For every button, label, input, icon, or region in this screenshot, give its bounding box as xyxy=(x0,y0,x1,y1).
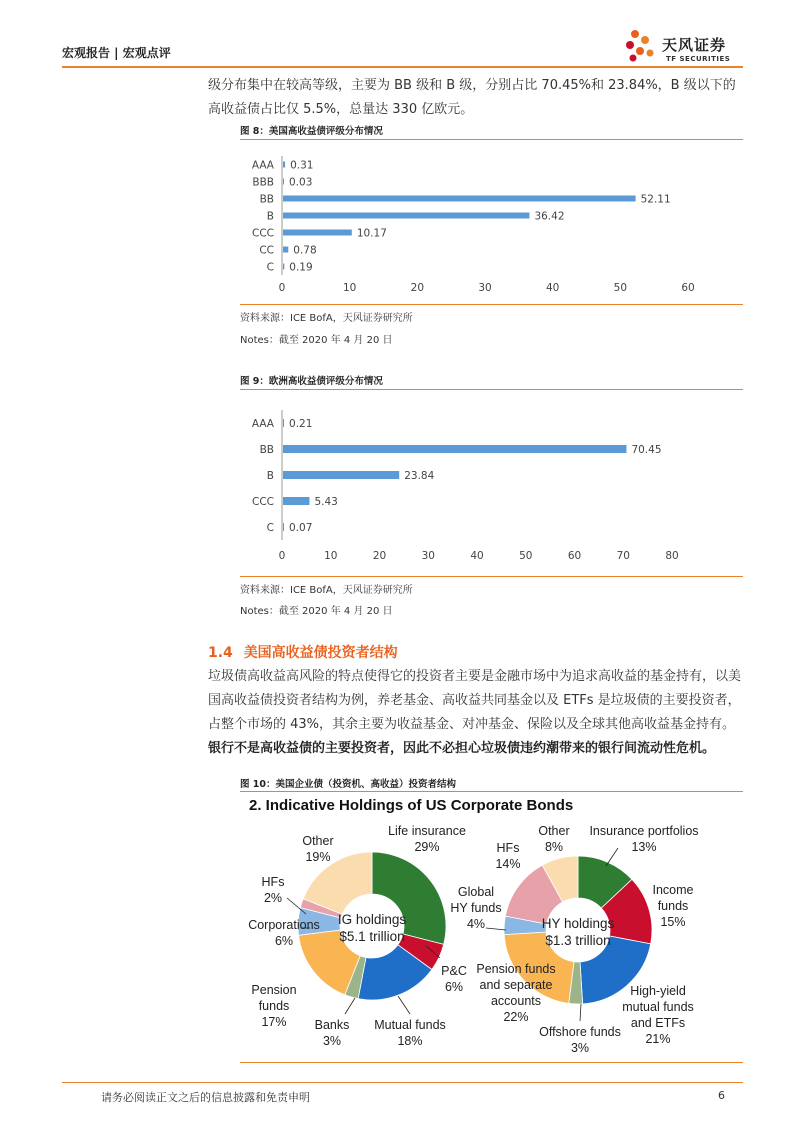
x-tick-label: 10 xyxy=(324,550,338,562)
bar-value-label: 36.42 xyxy=(534,210,565,223)
figure-9-bottom-rule xyxy=(240,576,743,577)
x-tick-label: 50 xyxy=(519,550,533,562)
figure-10-inner-title: 2. Indicative Holdings of US Corporate Bonds xyxy=(249,797,574,814)
bar-value-label: 23.84 xyxy=(404,470,435,482)
x-tick-label: 60 xyxy=(567,550,582,562)
logo-subtext: TF SECURITIES xyxy=(666,55,731,63)
bar xyxy=(283,523,284,531)
donut-slice-label: Global HY funds 4% xyxy=(450,885,502,931)
x-tick-label: 30 xyxy=(421,550,435,562)
donut-slice-label: Income funds 15% xyxy=(652,883,694,929)
bar-value-label: 52.11 xyxy=(640,193,671,206)
x-tick-label: 60 xyxy=(681,282,695,294)
bar xyxy=(283,264,284,270)
donut-slice-label: Mutual funds 18% xyxy=(374,1018,446,1048)
donut-slice-label: P&C 6% xyxy=(441,964,467,994)
donut-slice-label: Corporations 6% xyxy=(248,918,320,948)
bar xyxy=(283,497,309,505)
section-paragraph xyxy=(208,665,743,761)
logo-text: 天风证券 xyxy=(662,36,727,54)
x-tick-label: 0 xyxy=(278,550,286,562)
bar xyxy=(283,196,636,202)
figure-9-source: 资料来源：ICE BofA，天风证券研究所 xyxy=(240,585,413,596)
donut-slice-label: Offshore funds 3% xyxy=(539,1025,621,1055)
category-label: B xyxy=(266,470,274,482)
bar-value-label: 0.03 xyxy=(289,176,313,189)
x-tick-label: 80 xyxy=(665,550,679,562)
donut-center-title: HY holdings xyxy=(541,916,615,931)
bar xyxy=(283,419,284,427)
donut-slice-label: Banks 3% xyxy=(314,1018,350,1048)
x-tick-label: 10 xyxy=(342,282,357,294)
bar xyxy=(283,445,626,453)
bar-value-label: 0.21 xyxy=(289,418,313,430)
figure-10-donut-charts xyxy=(240,818,743,1060)
bar-value-label: 0.31 xyxy=(290,159,314,172)
category-label: C xyxy=(266,522,274,534)
bar-value-label: 0.07 xyxy=(289,522,313,534)
bar-value-label: 70.45 xyxy=(631,444,662,456)
category-label: CC xyxy=(259,244,274,257)
section-body-bold: 银行不是高收益债的主要投资者，因此不必担心垃圾债违约潮带来的银行间流动性危机。 xyxy=(208,741,716,756)
page-number: 6 xyxy=(718,1089,725,1102)
donut-slice-label: Other 8% xyxy=(538,824,570,854)
figure-10-title: 图 10：美国企业债（投资机、高收益）投资者结构 xyxy=(240,779,457,790)
intro-paragraph: 级分布集中在较高等级，主要为 BB 级和 B 级，分别占比 70.45%和 23.84%，B 级以下的高收益债占比仅 5.5%，总量达 330 亿欧元。 xyxy=(208,78,736,117)
x-tick-label: 40 xyxy=(470,550,484,562)
logo-petals-icon xyxy=(626,30,654,62)
category-label: B xyxy=(266,210,274,223)
x-tick-label: 0 xyxy=(278,282,286,294)
section-heading xyxy=(208,642,398,662)
leader-line xyxy=(606,848,618,866)
donut-center-subtitle: $5.1 trillion xyxy=(339,929,405,944)
figure-10-bottom-rule xyxy=(240,1062,743,1063)
figure-8-source: 资料来源：ICE BofA，天风证券研究所 xyxy=(240,313,413,324)
category-label: CCC xyxy=(252,227,274,240)
x-tick-label: 20 xyxy=(410,282,425,294)
donut-slice-label: Pension funds and separate accounts 22% xyxy=(476,962,556,1024)
x-tick-label: 50 xyxy=(613,282,628,294)
bar-value-label: 0.19 xyxy=(289,261,313,274)
figure-9-bar-chart xyxy=(240,395,743,575)
bar xyxy=(283,471,399,479)
bar-value-label: 10.17 xyxy=(356,227,387,240)
bar-value-label: 0.78 xyxy=(293,244,317,257)
report-category: 宏观报告 | 宏观点评 xyxy=(62,46,171,60)
figure-8-top-rule xyxy=(240,139,743,140)
donut-slice-label: Insurance portfolios 13% xyxy=(589,824,699,854)
section-body: 垃圾债高收益高风险的特点使得它的投资者主要是金融市场中为追求高收益的基金持有，以美国高收益债投资者结构为例，养老基金、高收益共同基金以及 ETFs 是垃圾债的主要投资者，占整个市场的 43%，其余主要为收益基金、对冲基金、保险以及全球其他高收益基金持有。 xyxy=(208,669,742,732)
header-divider xyxy=(62,66,743,68)
category-label: AAA xyxy=(251,418,274,430)
section-title: 美国高收益债投资者结构 xyxy=(243,645,398,661)
leader-line xyxy=(398,996,410,1014)
bar xyxy=(283,213,529,219)
donut-slice-label: HFs 14% xyxy=(495,841,521,871)
category-label: BB xyxy=(259,193,274,206)
figure-9-top-rule xyxy=(240,389,743,390)
figure-8-title: 图 8：美国高收益债评级分布情况 xyxy=(240,126,383,137)
x-tick-label: 30 xyxy=(478,282,492,294)
figure-10-top-rule xyxy=(240,791,743,792)
figure-9-title: 图 9：欧洲高收益债评级分布情况 xyxy=(240,376,383,387)
leader-line xyxy=(486,928,506,930)
footer-divider xyxy=(62,1082,743,1083)
category-label: BB xyxy=(259,444,274,456)
figure-9-notes: Notes：截至 2020 年 4 月 20 日 xyxy=(240,606,393,617)
footer-disclaimer: 请务必阅读正文之后的信息披露和免责申明 xyxy=(101,1091,310,1104)
donut-slice-label: Life insurance 29% xyxy=(388,824,466,854)
donut-center-title: IG holdings xyxy=(337,912,407,927)
bar xyxy=(283,162,285,168)
bar-value-label: 5.43 xyxy=(314,496,338,508)
donut-center-subtitle: $1.3 trillion xyxy=(545,933,611,948)
figure-8-bottom-rule xyxy=(240,304,743,305)
leader-line xyxy=(580,1004,581,1021)
category-label: C xyxy=(266,261,274,274)
x-tick-label: 40 xyxy=(545,282,560,294)
category-label: CCC xyxy=(252,496,274,508)
category-label: AAA xyxy=(251,159,274,172)
figure-8-notes: Notes：截至 2020 年 4 月 20 日 xyxy=(240,335,393,346)
section-number: 1.4 xyxy=(208,645,233,661)
donut-slice-label: High-yield mutual funds and ETFs 21% xyxy=(622,984,694,1046)
bar xyxy=(283,230,352,236)
figure-8-bar-chart xyxy=(240,142,743,302)
donut-slice-label: Pension funds 17% xyxy=(251,983,297,1029)
donut-slice-label: HFs 2% xyxy=(261,875,285,905)
bar xyxy=(283,179,284,185)
category-label: BBB xyxy=(252,176,274,189)
x-tick-label: 20 xyxy=(372,550,387,562)
donut-slice-label: Other 19% xyxy=(302,834,334,864)
leader-line xyxy=(345,998,355,1014)
bar xyxy=(283,247,288,253)
x-tick-label: 70 xyxy=(616,550,630,562)
